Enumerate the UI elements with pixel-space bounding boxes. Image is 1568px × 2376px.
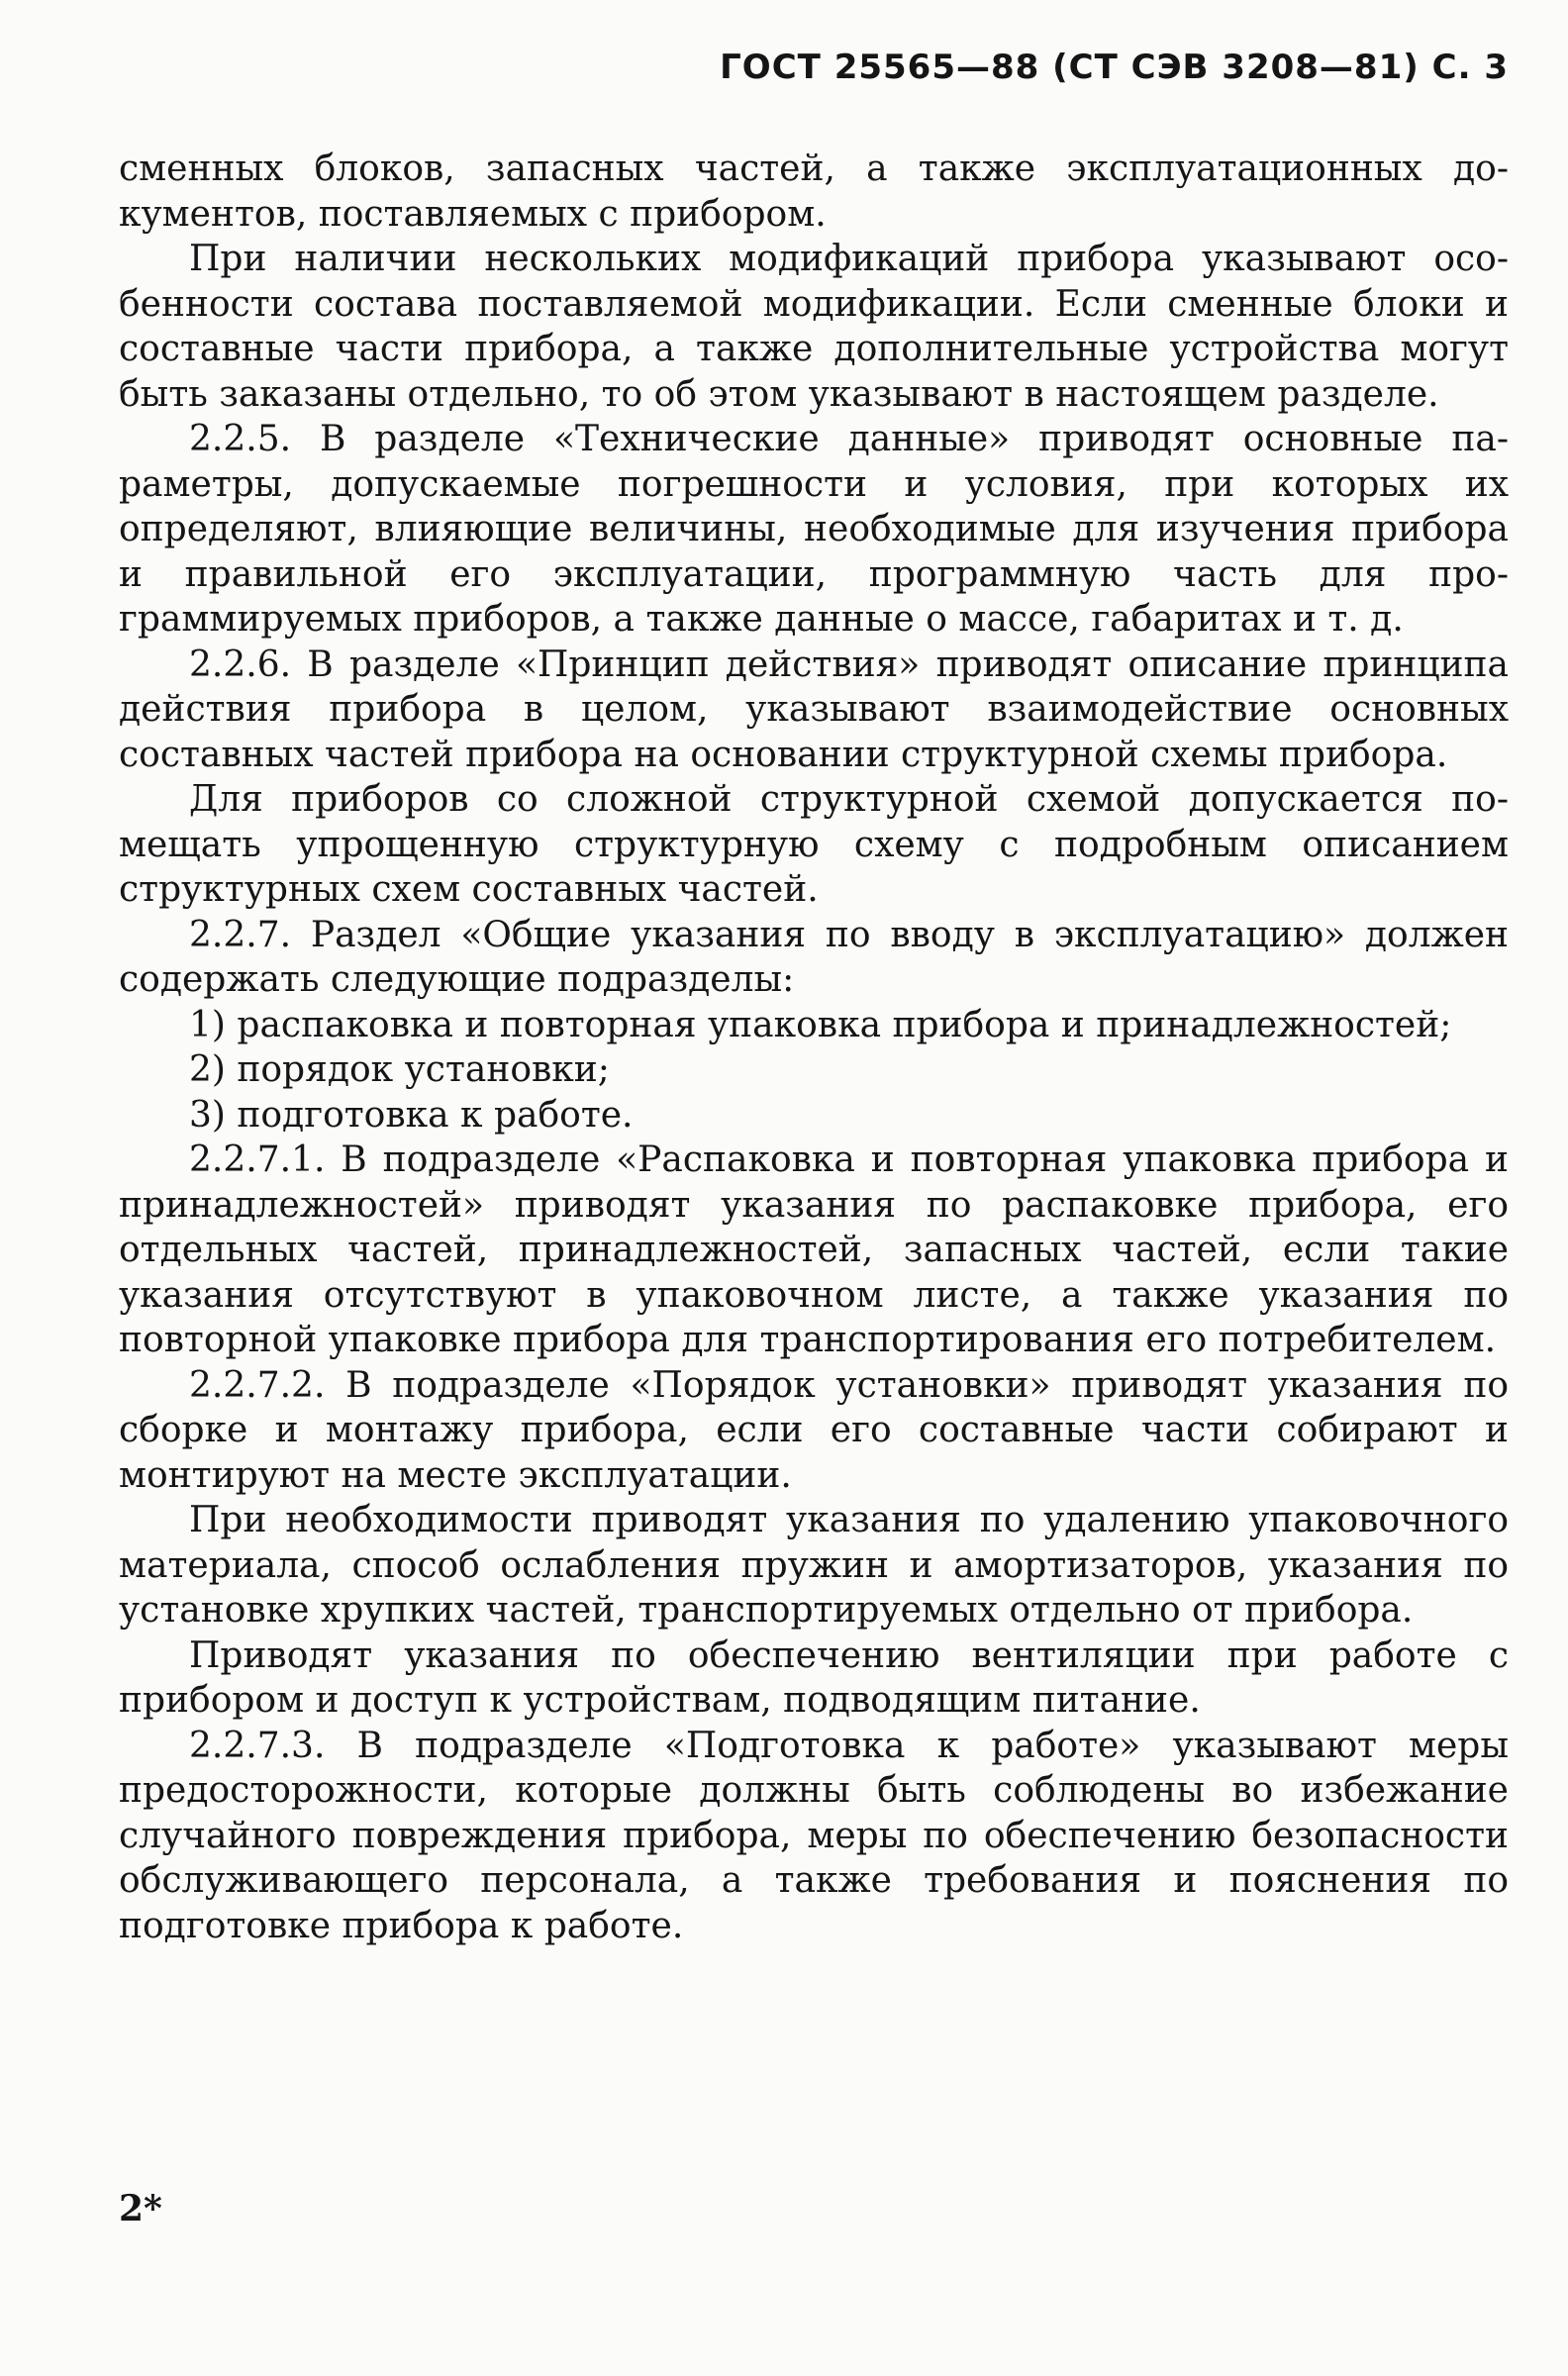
paragraph-packaging-removal: При необходимости приводят указания по удалению упаковочного материала, способ ослабления пружин и амортизаторов, указания по установке хрупких частей, транспортируемых отдельно от прибора. [119, 1500, 1509, 1631]
list-item: 2) порядок установки; [189, 1049, 610, 1090]
paragraph-complex-schemes: Для приборов со сложной структурной схемой допускается помещать упрощенную структурную схему с подробным описанием структурных схем составных частей. [119, 779, 1509, 910]
paragraph-modifications: При наличии нескольких модификаций прибора указывают особенности состава поставляемой модификации. Если сменные блоки и составные части прибора, а также дополнительные устройства могут быть заказаны отдельно, то об этом указывают в настоящем разделе. [119, 239, 1509, 415]
paragraph-2-2-7-2: 2.2.7.2. В подразделе «Порядок установки» приводят указания по сборке и монтажу прибора, если его составные части собирают и монтируют на месте эксплуатации. [119, 1364, 1509, 1496]
paragraph-2-2-7-3: 2.2.7.3. В подразделе «Подготовка к работе» указывают меры предосторожности, которые должны быть соблюдены во избежание случайного повреждения прибора, меры по обеспечению безопасности обслуживающего персонала, а также требования и пояснения по подготовке прибора к работе. [119, 1725, 1509, 1946]
paragraph-2-2-7-1: 2.2.7.1. В подразделе «Распаковка и повторная упаковка прибора и принадлежностей» приводят указания по распаковке прибора, его отдельных частей, принадлежностей, запасных частей, если такие указания отсутствуют в упаковочном листе, а также указания по повторной упаковке прибора для транспортирования его потребителем. [119, 1139, 1509, 1360]
list-item: 1) распаковка и повторная упаковка прибора и принадлежностей; [189, 1004, 1452, 1045]
subsection-list [119, 1003, 1509, 1138]
paragraph-continuation: сменных блоков, запасных частей, а также эксплуатационных документов, поставляемых с прибором. [119, 148, 1509, 235]
page-header: ГОСТ 25565—88 (СТ СЭВ 3208—81) С. 3 [720, 48, 1509, 87]
paragraph-2-2-6: 2.2.6. В разделе «Принцип действия» приводят описание принципа действия прибора в целом, указывают взаимодействие основных составных частей прибора на основании структурной схемы прибора. [119, 644, 1509, 775]
paragraph-ventilation: Приводят указания по обеспечению вентиляции при работе с прибором и доступ к устройствам, подводящим питание. [119, 1634, 1509, 1721]
list-item: 3) подготовка к работе. [189, 1094, 634, 1136]
document-body [119, 147, 1509, 1948]
paragraph-2-2-5: 2.2.5. В разделе «Технические данные» приводят основные параметры, допускаемые погрешности и условия, при которых их определяют, влияющие величины, необходимые для изучения прибора и правильной его эксплуатации, программную часть для программируемых приборов, а также данные о массе, габаритах и т. д. [119, 419, 1509, 640]
sheet-mark: 2* [119, 2188, 162, 2229]
paragraph-2-2-7: 2.2.7. Раздел «Общие указания по вводу в эксплуатацию» должен содержать следующие подразделы: [119, 914, 1509, 1000]
